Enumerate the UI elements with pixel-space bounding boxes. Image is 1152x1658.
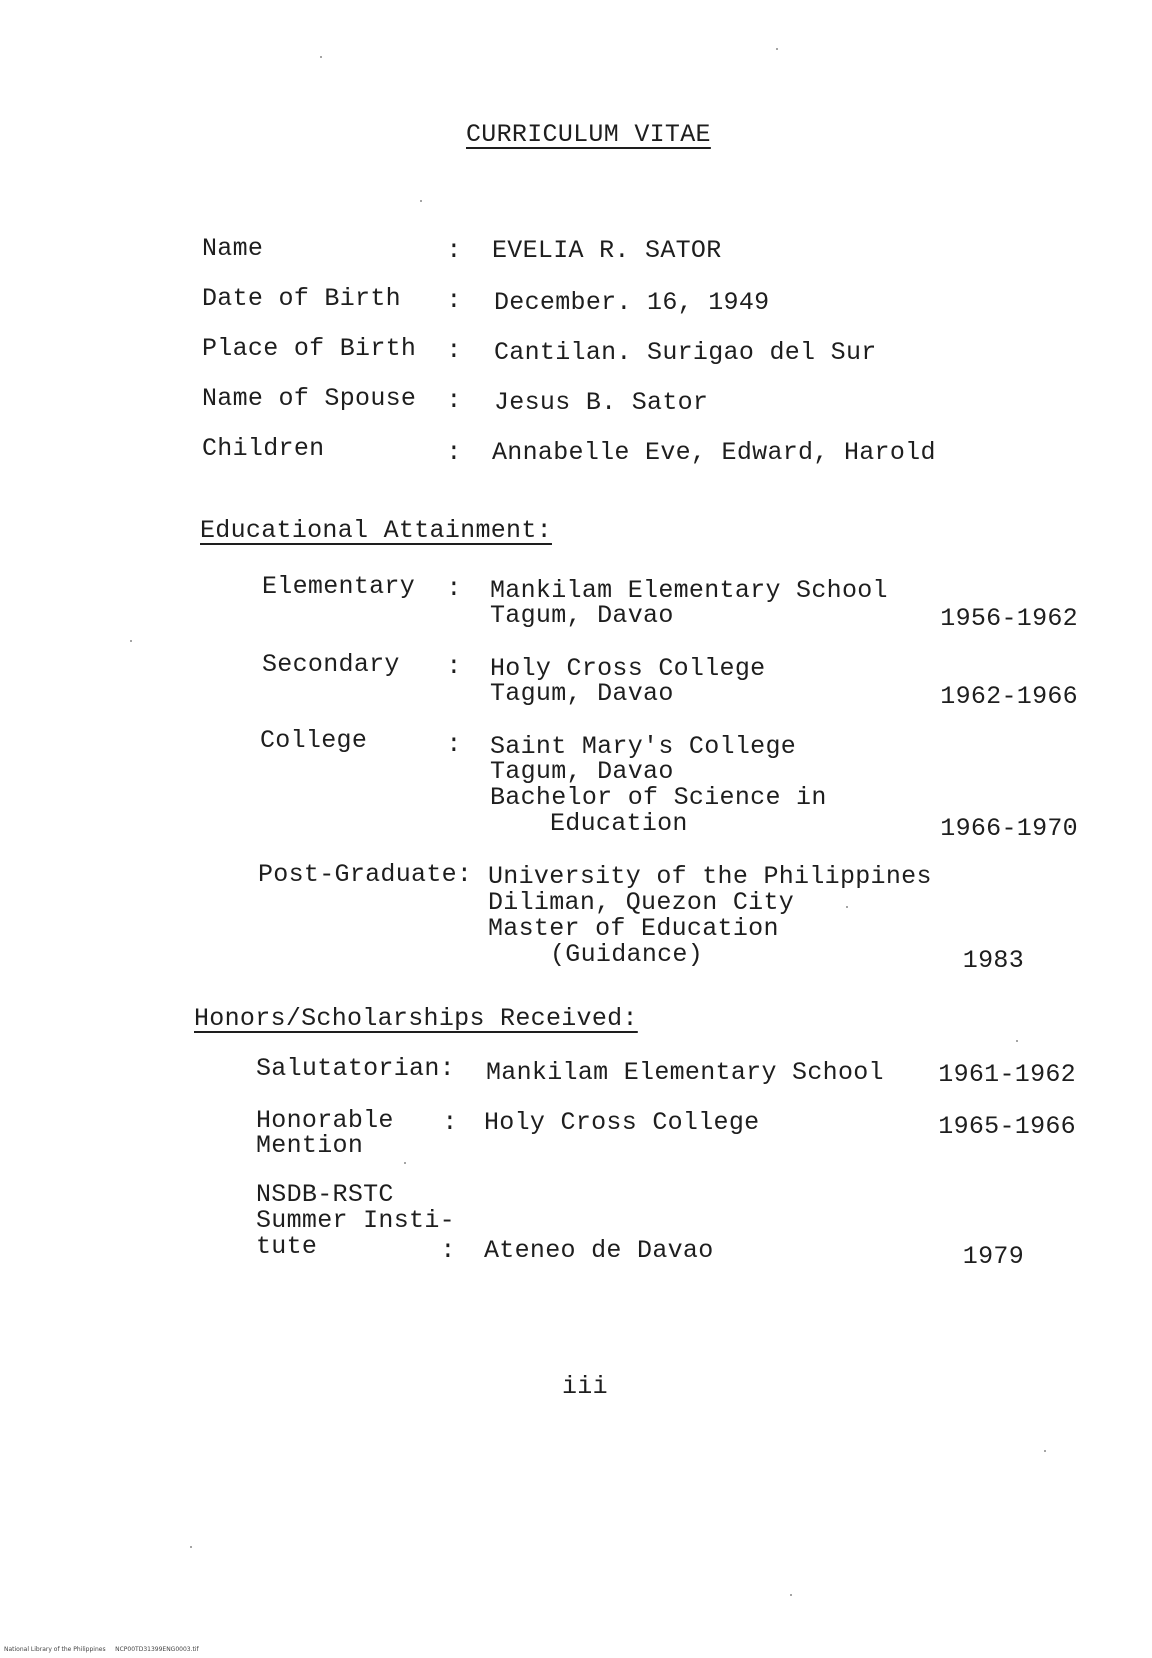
education-degree-postgraduate: Master of Education — [488, 914, 779, 943]
personal-sep-name: : — [446, 236, 462, 265]
honor-label-honorable: Honorable — [256, 1106, 394, 1135]
education-years-secondary: 1962-1966 — [940, 682, 1078, 711]
education-level-postgraduate: Post-Graduate: — [258, 860, 473, 889]
scan-speck — [1044, 1450, 1046, 1452]
personal-sep-spouse: : — [446, 386, 462, 415]
education-place-secondary: Tagum, Davao — [490, 679, 674, 708]
honor-label-tute: tute — [256, 1232, 318, 1261]
personal-label-children: Children — [202, 434, 325, 463]
education-degree-college-cont: Education — [550, 809, 688, 838]
honor-years-honorable: 1965-1966 — [938, 1112, 1076, 1141]
personal-sep-pob: : — [446, 336, 462, 365]
honor-label-summer: Summer Insti- — [256, 1206, 455, 1235]
honor-sep-honorable: : — [442, 1108, 458, 1137]
education-sep-college: : — [446, 730, 462, 759]
scan-speck — [846, 906, 848, 908]
education-school-postgraduate: University of the Philippines — [488, 862, 932, 891]
scan-speck — [420, 200, 422, 202]
honor-value-salutatorian: Mankilam Elementary School — [486, 1058, 884, 1087]
education-sep-secondary: : — [446, 652, 462, 681]
education-place-college: Tagum, Davao — [490, 757, 674, 786]
scan-speck — [404, 1162, 406, 1164]
honor-value-nsdb: Ateneo de Davao — [484, 1236, 714, 1265]
honors-heading: Honors/Scholarships Received: — [194, 1004, 638, 1033]
scan-speck — [190, 1546, 192, 1548]
honor-years-nsdb: 1979 — [962, 1242, 1024, 1271]
honor-years-salutatorian: 1961-1962 — [938, 1060, 1076, 1089]
education-level-elementary: Elementary — [262, 572, 416, 601]
education-years-elementary: 1956-1962 — [940, 604, 1078, 633]
scan-speck — [1016, 1040, 1018, 1042]
education-years-postgraduate: 1983 — [962, 946, 1024, 975]
scan-speck — [790, 1594, 792, 1596]
education-heading: Educational Attainment: — [200, 516, 552, 545]
education-place-postgraduate: Diliman, Quezon City — [488, 888, 795, 917]
education-place-elementary: Tagum, Davao — [490, 601, 674, 630]
personal-value-name: EVELIA R. SATOR — [492, 236, 722, 265]
education-school-college: Saint Mary's College — [490, 732, 797, 761]
scan-speck — [776, 48, 778, 50]
personal-label-spouse: Name of Spouse — [202, 384, 417, 413]
personal-sep-dob: : — [446, 286, 462, 315]
honor-label-mention: Mention — [256, 1131, 364, 1160]
honor-label-nsdb: NSDB-RSTC — [256, 1180, 394, 1209]
education-school-secondary: Holy Cross College — [490, 654, 766, 683]
personal-value-spouse: Jesus B. Sator — [494, 388, 709, 417]
education-sep-elementary: : — [446, 574, 462, 603]
education-degree-postgraduate-cont: (Guidance) — [550, 940, 704, 969]
personal-label-pob: Place of Birth — [202, 334, 417, 363]
scan-speck — [130, 640, 132, 642]
personal-value-children: Annabelle Eve, Edward, Harold — [492, 438, 936, 467]
education-years-college: 1966-1970 — [940, 814, 1078, 843]
education-degree-college: Bachelor of Science in — [490, 783, 827, 812]
personal-value-pob: Cantilan. Surigao del Sur — [494, 338, 877, 367]
personal-sep-children: : — [446, 438, 462, 467]
honor-sep-nsdb: : — [440, 1236, 456, 1265]
personal-label-dob: Date of Birth — [202, 284, 401, 313]
education-school-elementary: Mankilam Elementary School — [490, 576, 888, 605]
education-level-college: College — [260, 726, 368, 755]
honor-label-salutatorian: Salutatorian: — [256, 1054, 455, 1083]
personal-label-name: Name — [202, 234, 264, 263]
document-title: CURRICULUM VITAE — [466, 120, 711, 149]
scan-footer-note: National Library of the Philippines NCP00TD31399ENG0003.tif — [4, 1646, 199, 1653]
page-number: iii — [562, 1372, 608, 1401]
education-level-secondary: Secondary — [262, 650, 400, 679]
honor-value-honorable: Holy Cross College — [484, 1108, 760, 1137]
personal-value-dob: December. 16, 1949 — [494, 288, 770, 317]
scan-speck — [320, 56, 322, 58]
